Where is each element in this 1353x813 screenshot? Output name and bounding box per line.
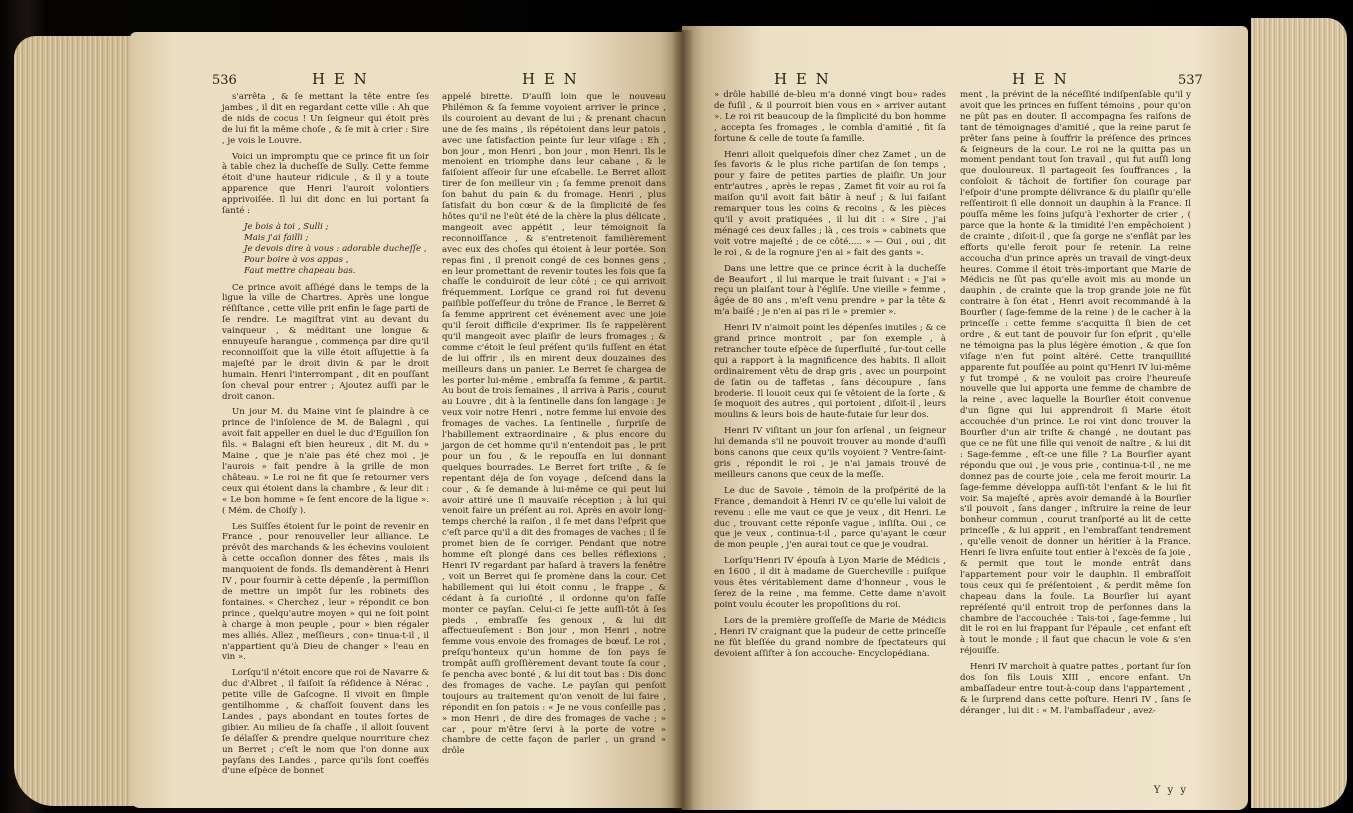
paragraph: Lorſqu'Henri IV épouſa à Lyon Marie de Médicis , en 1600 , il dit à madame de Guercheville : puiſque vous êtes véritablement dame d'honneur , vous le ſerez de la reine , ma femme. Cette dame n'avoit point voulu écouter les propoſitions du roi. [714,556,946,610]
paragraph: » drôle habillé de-bleu m'a donné vingt bou» rades de fuſil , & il pourroit bien vous en » arriver autant ». Le roi rit beaucoup de la ſimplicité du bon homme , accepta ſes fromages , le combla d'amitié , fit ſa fortune & celle de toute ſa famille. [714,90,946,144]
left-column-1 [222,92,429,782]
paragraph: Les Suiſſes étoient ſur le point de revenir en France , pour renouveller leur alliance. Le prévôt des marchands & les échevins vouloient à cette occaſion donner des fêtes , mais ils manquoient de fonds. Ils demandèrent à Henri IV , pour fournir à cette dépenſe , la permiſſion de mettre un impôt ſur les robinets des fontaines. « Cherchez , leur » répondit ce bon prince , quelqu'autre moyen » qui ne ſoit point à charge à mon peuple , pour » bien régaler mes alliés. Allez , meſſieurs , con» tinua-t-il , il n'appartient qu'à Dieu de changer » l'eau en vin ». [222,521,429,663]
verse: Je bois à toi , Sulli ; Mais j'ai failli ; Je devois dire à vous : adorable ducheſſe , Pour boire à vos appas , Faut mettre chapeau bas. [244,221,427,276]
paragraph: Lors de la première groſſeſſe de Marie de Médicis , Henri IV craignant que la pudeur de cette princeſſe ne fût bleſſée du grand nombre de ſpectateurs qui devoient aſſiſter à ſon accouche- Encyclopédiana. [714,615,946,659]
paragraph: s'arrêta , & ſe mettant la tête entre ſes jambes , il dit en regardant cette ville : Ah que de nids de cocus ! Un ſeigneur qui étoit près de lui fit la même choſe , & ſe mit à crier : Sire , je vois le Louvre. [222,92,429,146]
left-page-number [212,70,237,88]
left-column-2 [442,92,666,762]
right-running-head-1: H E N [774,70,831,88]
paragraph: Lorſqu'il n'étoit encore que roi de Navarre & duc d'Albret , il faiſoit ſa réſidence à Nérac , petite ville de Gaſcogne. Il vivoit en ſimple gentilhomme , & chaſſoit ſouvent dans les Landes , pays abondant en toutes ſortes de gibier. Au milieu de ſa chaſſe , il alloit ſouvent ſe délaſſer & prendre quelque nourriture chez un Berret ; c'eſt le nom que l'on donne aux payſans des Landes , parce qu'ils ſont coeffés d'une eſpèce de bonnet [222,668,429,777]
paragraph: Henri alloit quelquefois dîner chez Zamet , un de ſes favoris & le plus riche partiſan de ſon temps , pour y faire de petites parties de plaiſir. Un jour entr'autres , après le repas , Zamet fit voir au roi ſa maiſon qu'il avoit fait bâtir à neuf ; & lui faiſant remarquer tous les coins & recoins , & les pièces qu'il y avoit pratiquées , il lui dit : « Sire , j'ai ménagé ces deux ſalles ; là , ces trois » cabinets que voit votre majeſté ; de ce côté..... » — Oui , oui , dit le roi , & de la rognure j'en ai » fait des gants ». [714,149,946,258]
page-number: 537 [1178,73,1203,88]
paragraph: Henri IV n'aimoit point les dépenſes inutiles ; & ce grand prince montroit , par ſon exemple , à retrancher toute eſpèce de ſuperfluité , ſur-tout celle qui a rapport à la magnificence des habits. Il alloit ordinairement vêtu de drap gris , avec un pourpoint de ſatin ou de taffetas , ſans découpure , ſans broderie. Il louoit ceux qui ſe vêtoient de la ſorte , & ſe moquoit des autres , qui portoient , diſoit-il , leurs moulins & leurs bois de haute-futaie ſur leur dos. [714,323,946,421]
left-page [130,32,682,808]
right-running-head-2: H E N [1012,70,1069,88]
paragraph: Voici un impromptu que ce prince fit un ſoir à table chez la ducheſſe de Sully. Cette femme étoit d'une hauteur ridicule , & il y a toute apparence que Henri l'auroit volontiers apprivoiſée. Il lui dit donc en lui portant ſa ſanté : [222,151,429,217]
paragraph: Un jour M. du Maine vint ſe plaindre à ce prince de l'inſolence de M. de Balagni , qui avoit fait appeller en duel le duc d'Eguillon ſon fils. « Balagni eſt bien heureux , dit M. du » Maine , que je n'aie pas été chez moi , je l'aurois » fait pendre à la grille de mon château. » Le roi ne fit que ſe retourner vers ceux qui étoient dans la chambre , & leur dit : « Le bon homme » ſe ſent encore de la ligue ». ( Mém. de Choiſy ). [222,407,429,516]
paragraph: ment , la prévint de la néceſſité indiſpenſable qu'il y avoit que les princes en fuſſent témoins , pour qu'on ne pût pas en douter. Il accompagna ſes raiſons de tant de témoignages d'amitié , que la reine parut ſe prêter ſans peine à ſouffrir la préſence des princes & ſeigneurs de la cour. Le roi ne la quitta pas un moment pendant tout ſon travail , qui fut auſſi long que douloureux. Il partageoit ſes ſouffrances , la conſoloit & tâchoit de fortifier ſon courage par l'eſpoir d'une prompte délivrance & du plaiſir qu'elle reſſentiroit ſi elle donnoit un dauphin à la France. Il pouſſa même les ſoins juſqu'à l'exhorter de crier , ( parce que la honte & la timidité l'en empêchoient ) de crainte , diſoit-il , que ſa gorge ne s'enflât par les efforts qu'elle feroit pour ſe retenir. La reine accoucha d'un prince après un travail de vingt-deux heures. Comme il étoit très-important que Marie de Médicis ne ſût pas qu'elle avoit mis au monde un dauphin , de crainte que la trop grande joie ne fût contraire à ſon état , Henri avoit recommandé à la Bourſier ( ſage-femme de la reine ) de le cacher à la princeſſe : cette femme s'acquitta ſi bien de cet ordre , & eut tant de pouvoir ſur ſon eſprit , qu'elle ne témoigna pas la plus légère émotion , & que ſon viſage n'en fut point altéré. Cette tranquillité apparente fut pouſſée au point qu'Henri IV lui-même y fut trompé , & ne vouloit pas croire l'heureuſe nouvelle que lui apporta une femme de chambre de la reine , avec laquelle la Bourſier étoit convenue d'un ſigne qui lui apprendroit ſi Marie étoit accouchée d'un prince. Le roi vint donc trouver la Bourſier d'un air triſte & changé , ne doutant pas que ce ne fût une fille qui venoit de naître , & lui dit : Sage-femme , eſt-ce une fille ? La Bourſier ayant répondu que oui , je vous prie , continua-t-il , ne me donnez pas de courte joie , cela me feroit mourir. La ſage-femme développa auſſi-tôt l'enfant & le lui fit voir. Sa majeſté , après avoir demandé à la Bourſier s'il pouvoit , ſans danger , inſtruire la reine de leur bonheur commun , courut tranſporté au lit de cette princeſſe , & lui apprit , en l'embraſſant tendrement , qu'elle venoit de donner un héritier à la France. Henri ſe livra enſuite tout entier à l'excès de ſa joie , & permit que tout le monde entrât dans l'appartement pour voir le dauphin. Il embraſſoit tous ceux qui ſe préſentoient , & perdit même ſon chapeau dans la foule. La Bourſier lui ayant repréſenté qu'il entroit trop de perſonnes dans la chambre de l'accouchée : Tais-toi , ſage-femme , lui dit le roi en lui frappant ſur l'épaule , cet enfant eſt à tout le monde ; il faut que chacun le voie & s'en réjouiſſe. [960,90,1191,657]
left-running-head-2: H E N [522,70,579,88]
right-column-1 [714,90,946,664]
right-page [682,26,1248,810]
paragraph: Le duc de Savoie , témoin de la proſpérité de la France , demandoit à Henri IV ce qu'elle lui valoit de revenu : elle me vaut ce que je veux , dit Henri. Le duc , trouvant cette réponſe vague , inſiſta. Oui , ce que je veux , continua-t-il , parce qu'ayant le cœur de mon peuple , j'en aurai tout ce que je voudrai. [714,485,946,551]
paragraph: Henri IV viſitant un jour ſon arſenal , un ſeigneur lui demanda s'il ne pouvoit trouver au monde d'auſſi bons canons que ceux qu'ils voyoient ? Ventre-ſaint-gris , répondit le roi , je n'ai jamais trouvé de meilleurs canons que ceux de la meſſe. [714,426,946,480]
left-page-edges [14,36,134,806]
right-page-number [1178,70,1203,88]
right-column-2 [960,90,1191,722]
paragraph: Henri IV marchoit à quatre pattes , portant ſur ſon dos ſon fils Louis XIII , encore enfant. Un ambaſſadeur entre tout-à-coup dans l'appartement , & le ſurprend dans cette poſture. Henri IV , ſans ſe déranger , lui dit : « M. l'ambaſſadeur , avez- [960,662,1192,716]
paragraph: appelé birette. D'auſſi loin que le nouveau Philémon & ſa femme voyoient arriver le prince , ils couroient au devant de lui ; & prenant chacun une de ſes mains , ils répétoient dans leur patois , avec une ſatisfaction peinte ſur leur viſage : Eh , bon jour , mon Henri , bon jour , mon Henri. Ils le menoient en triomphe dans leur cabane , & le faiſoient aſſeoir ſur une eſcabelle. Le Berret alloit tirer de ſon meilleur vin ; ſa femme prenoit dans ſon bahut du pain & du fromage. Henri , plus ſatisfait du bon cœur & de la ſimplicité de ſes hôtes qu'il ne l'eût été de la chère la plus délicate , mangeoit avec appétit , leur témoignoit ſa reconnoiſſance , & s'entretenoit familièrement avec eux des choſes qui étoient à leur portée. Son repas fini , il prenoit congé de ces bonnes gens , en leur promettant de revenir toutes les fois que ſa chaſſe le conduiroit de leur côté ; ce qui arrivoit fréquemment. Lorſque ce grand roi fut devenu paiſible poſſeſſeur du trône de France , le Berret & ſa femme apprirent cet événement avec une joie qu'il ſeroit difficile d'exprimer. Ils ſe rappelèrent qu'il mangeoit avec plaiſir de leurs fromages ; & comme c'étoit le ſeul préſent qu'ils fuſſent en état de lui offrir , ils en mirent deux douzaines des meilleurs dans un panier. Le Berret ſe chargea de les porter lui-même , embraſſa ſa femme , & partit. Au bout de trois ſemaines , il arriva à Paris , courut au Louvre , dit à la ſentinelle dans ſon langage : Je veux voir notre Henri , notre femme lui envoie des fromages de vaches. La ſentinelle , ſurpriſe de l'habillement extraordinaire , & plus encore du jargon de cet homme qu'il n'entendoit pas , le prit pour un fou , & le repouſſa en lui donnant quelques bourrades. Le Berret fort triſte , & ſe repentant déja de ſon voyage , deſcend dans la cour , & ſe demande à lui-même ce qui peut lui avoir attiré une ſi mauvaiſe réception ; à lui qui venoit faire un préſent au roi. Après en avoir long-temps cherché la raiſon , il ſe met dans l'eſprit que c'eſt parce qu'il a dit des fromages de vaches ; il ſe promet bien de ſe corriger. Pendant que notre homme eſt plongé dans ces belles réflexions , Henri IV regardant par haſard à travers la fenêtre , voit un Berret qui ſe promène dans la cour. Cet habillement qui lui étoit connu , le frappe , & cédant à ſa curioſité , il ordonne qu'on faſſe monter ce payſan. Celui-ci ſe jette auſſi-tôt à ſes pieds , embraſſe ſes genoux , & lui dit affectueuſement : Bon jour , mon Henri , notre femme vous envoie des fromages de bœuf. Le roi , preſqu'honteux qu'un homme de ſon pays ſe trompât auſſi groſſièrement devant toute ſa cour , ſe pencha avec bonté , & lui dit tout bas : Dis donc des fromages de vache. Le payſan qui penſoit toujours au traitement qu'on venoit de lui faire , répondit en ſon patois : « Je ne vous conſeille pas , » mon Henri , de dire des fromages de vache ; » car , pour m'être ſervi à la porte de votre » chambre de cette façon de parler , un grand » drôle [442,92,666,757]
right-page-edges [1251,18,1347,808]
book-gutter [672,30,694,810]
left-running-head-1: H E N [312,70,369,88]
page-number: 536 [212,73,237,88]
paragraph: Ce prince avoit aſſiégé dans le temps de la ligue la ville de Chartres. Après une longue réſiſtance , cette ville prit enfin le ſage parti de ſe rendre. Le magiſtrat vint au devant du vainqueur , & méditant une longue & ennuyeuſe harangue , commença par dire qu'il reconnoiſſoit que la ville étoit aſſujettie à ſa majeſté par le droit divin & par le droit humain. Henri l'interrompant , dit en pouſſant ſon cheval pour entrer ; Ajoutez auſſi par le droit canon. [222,282,429,402]
signature-mark: Y y y [1153,785,1188,796]
paragraph: Dans une lettre que ce prince écrit à la ducheſſe de Beaufort , il lui marque le trait ſuivant : « J'ai » reçu un plaiſant tour à l'égliſe. Une vieille » femme , âgée de 80 ans , m'eſt venu prendre » par la tête & m'a baiſé ; je n'en ai pas ri le » premier ». [714,263,946,318]
